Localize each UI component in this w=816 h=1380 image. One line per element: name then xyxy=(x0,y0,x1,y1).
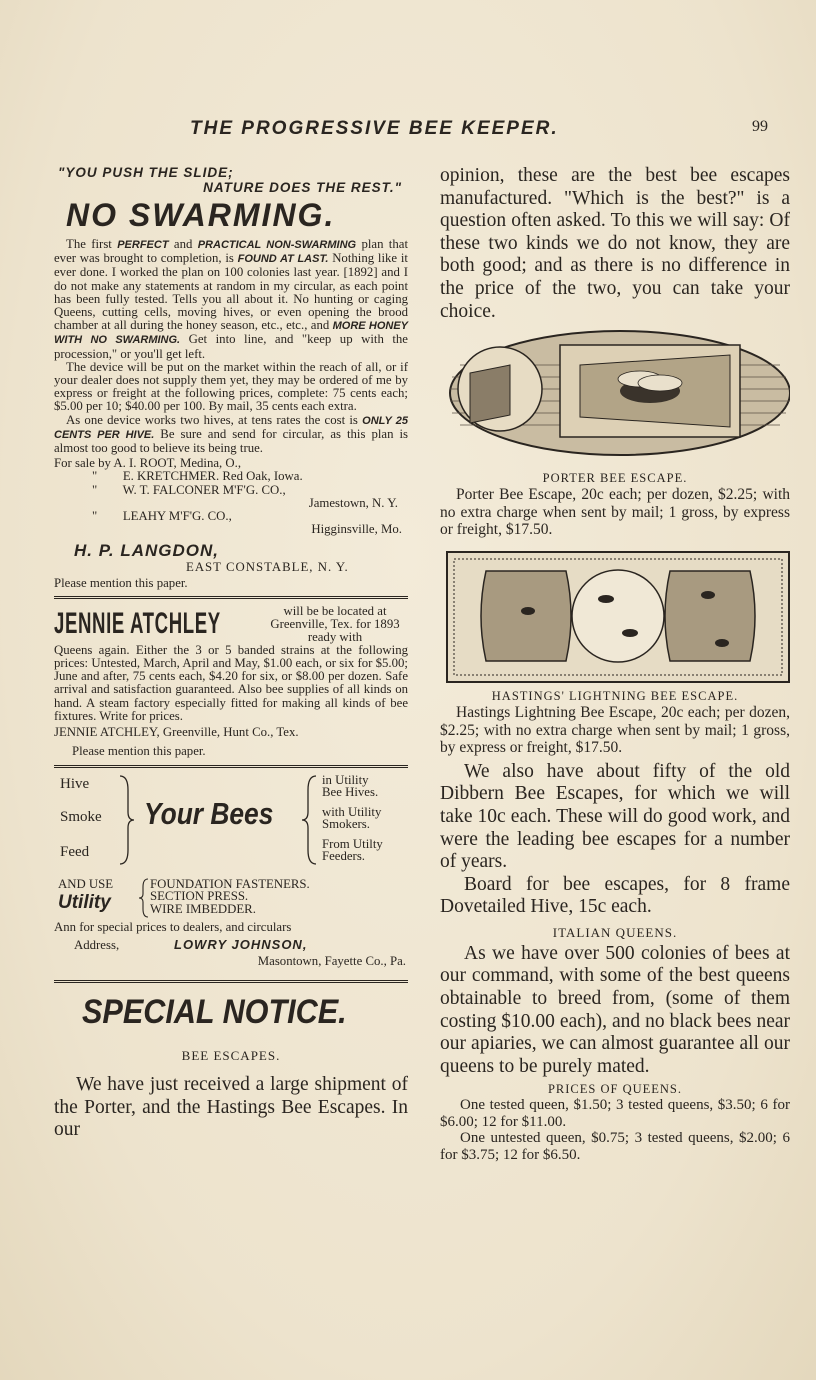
sale-line-1: For sale by A. I. ROOT, Medina, O., xyxy=(54,456,242,471)
prices-of-queens-subhead: PRICES OF QUEENS. xyxy=(547,1082,683,1097)
bee-escapes-intro: We have just received a large shipment of the Porter, and the Hastings Bee Escapes. In our xyxy=(54,1074,408,1141)
running-header xyxy=(0,118,816,144)
no-swarming-headline: NO SWARMING. xyxy=(66,197,336,233)
atchley-mention: Please mention this paper. xyxy=(72,744,206,759)
sale-line-4: Jamestown, N. Y. xyxy=(308,495,398,510)
queen-price-untested: One untested queen, $0.75; 3 tested queens, $2.00; 6 for $3.75; 12 for $6.50. xyxy=(440,1130,790,1163)
right-brace-icon xyxy=(300,774,320,866)
text-run: Get into line, and "keep up with the procession," or you'll get left. xyxy=(54,332,408,361)
sale-line-3: " W. T. FALCONER M'F'G. CO., xyxy=(92,482,286,497)
emphasis-perfect: PERFECT xyxy=(117,239,169,251)
utility-right-1 xyxy=(322,774,378,799)
hastings-prices: Hastings Lightning Bee Escape, 20c each; per dozen, $2.25; with no extra charge when sent by mail; 1 gross, by express or freight, $17.50. xyxy=(440,703,790,757)
address-label: Address, xyxy=(74,937,120,952)
signer-address: EAST CONSTABLE, N. Y. xyxy=(186,560,349,575)
emphasis-more-honey: MORE HONEY WITH NO SWARMING. xyxy=(54,320,408,347)
utility-address-line xyxy=(54,937,408,952)
utility-right-3 xyxy=(322,838,383,863)
mention-note: Please mention this paper. xyxy=(54,575,188,590)
slogan-line-1: "YOU PUSH THE SLIDE; xyxy=(58,165,234,180)
porter-escape-illustration xyxy=(440,325,790,467)
address-place: Masontown, Fayette Co., Pa. xyxy=(257,953,406,968)
swarming-paragraph-3 xyxy=(54,414,408,456)
left-brace-icon xyxy=(116,774,136,866)
porter-caption: PORTER BEE ESCAPE. xyxy=(542,471,688,486)
special-notice-headline: SPECIAL NOTICE. xyxy=(82,993,347,1032)
sale-line-2: " E. KRETCHMER. Red Oak, Iowa. xyxy=(92,469,303,484)
atchley-heading xyxy=(54,605,408,644)
slogan-line-2: NATURE DOES THE REST." xyxy=(203,180,402,195)
text-run: plan that ever was brought to completion, is xyxy=(54,237,408,266)
divider xyxy=(54,765,408,768)
utility-left-hive: Hive xyxy=(60,775,90,792)
queen-price-tested: One tested queen, $1.50; 3 tested queens, $3.50; 6 for $6.00; 12 for $11.00. xyxy=(440,1097,790,1130)
text-run: FOUNDATION FASTENERS. xyxy=(150,876,310,891)
right-column xyxy=(440,165,790,1163)
emphasis-non-swarming: PRACTICAL NON-SWARMING xyxy=(197,239,357,251)
italian-queens-paragraph: As we have over 500 colonies of bees at our command, with some of the best queens obtainable to breed from, (some of them costing $10.00 each), and no black bees near our apiaries, we can almost guarantee all our queens to be purely mated. xyxy=(440,942,790,1077)
special-notice xyxy=(54,993,408,1142)
text-run: The first xyxy=(66,237,112,251)
text-run: As one device works two hives, at tens rates the cost is xyxy=(66,412,358,427)
divider xyxy=(54,596,408,599)
text-run: WIRE IMBEDDER. xyxy=(150,902,256,917)
atchley-body: Queens again. Either the 3 or 5 banded strains at the following prices: Untested, March, April and May, $1.00 each, or six for $5.00; June and after, 75 cents each, $4.20 for six, or $8.00 per dozen. Safe arrival and satisfaction guaranteed. Also bee supplies of all kinds on hand. A steam factory especially fitted for making all kinds of bee fixtures. Write for prices. xyxy=(54,642,408,723)
text-run: SECTION PRESS. xyxy=(150,889,249,904)
emphasis-found: FOUND AT LAST. xyxy=(237,253,329,266)
hastings-escape-illustration xyxy=(446,551,790,683)
utility-product-list xyxy=(150,878,310,916)
utility-left-feed: Feed xyxy=(60,843,90,860)
hastings-caption: HASTINGS' LIGHTNING BEE ESCAPE. xyxy=(491,688,739,703)
text-run: in Utility xyxy=(322,772,369,787)
utility-ad xyxy=(54,774,408,878)
swarming-ad xyxy=(54,165,408,590)
dibbern-paragraph: We also have about fifty of the old Dibbern Bee Escapes, for which we will take 10c each. These will do good work, and were the leading bee escapes for a number of years. xyxy=(440,760,790,873)
italian-queens-subhead: ITALIAN QUEENS. xyxy=(552,924,678,940)
text-run: Smokers. xyxy=(322,817,370,832)
utility-left-smoke: Smoke xyxy=(60,808,102,825)
atchley-name: JENNIE ATCHLEY xyxy=(54,606,221,640)
product-brace-icon xyxy=(138,878,150,918)
utility-right-2 xyxy=(322,806,381,831)
text-run: Nothing like it ever done. I worked the plan on 100 colonies last year. [1892] and I do not make any statements at random in my circular, as each point has been fully tested. Tells you all about it. No hunting or caging Queens, cutting cells, moving hives, or even opening the brood chamber at all during the honey season, etc., etc., and xyxy=(54,251,408,333)
porter-prices: Porter Bee Escape, 20c each; per dozen, $2.25; with no extra charge when sent by mail; 1 gross, by express or freight, $17.50. xyxy=(440,486,790,539)
text-run: Feeders. xyxy=(322,849,365,864)
text-run: From Utilty xyxy=(322,836,383,851)
text-run: and xyxy=(173,237,193,251)
emphasis-price: ONLY 25 CENTS PER HIVE. xyxy=(54,414,408,441)
left-column xyxy=(54,165,408,1142)
utility-ann: Ann for special prices to dealers, and circulars xyxy=(54,919,292,934)
sale-line-6: Higginsville, Mo. xyxy=(311,522,402,537)
atchley-ad xyxy=(54,605,408,759)
bee-escapes-subhead: BEE ESCAPES. xyxy=(181,1048,281,1064)
bee-escapes-opinion: opinion, these are the best bee escapes manufactured. "Which is the best?" is a question often asked. To this we will say: Of these two kinds we do not know, they are both good; and as there is no difference in the price of the two, you can take your choice. xyxy=(440,165,790,322)
and-use-label: AND USE xyxy=(58,876,114,891)
address-name: LOWRY JOHNSON, xyxy=(174,936,308,952)
text-run: Bee Hives. xyxy=(322,785,379,800)
journal-title: THE PROGRESSIVE BEE KEEPER. xyxy=(190,118,559,139)
atchley-signature: JENNIE ATCHLEY, Greenville, Hunt Co., Tex. xyxy=(54,725,299,740)
your-bees-title: Your Bees xyxy=(144,795,274,831)
utility-products xyxy=(54,878,408,918)
utility-word: Utility xyxy=(58,891,111,913)
page-number: 99 xyxy=(752,118,768,135)
divider xyxy=(54,980,408,983)
atchley-side-text: will be be located at Greenville, Tex. for 1893 ready with xyxy=(270,603,400,644)
text-run: with Utility xyxy=(322,804,382,819)
swarming-paragraph-1 xyxy=(54,238,408,361)
swarming-paragraph-2: The device will be put on the market within the reach of all, or if your dealer does not supply them yet, they may be ordered of me by express or freight at the following prices, complete: 75 cents each; $5.00 per 10; $40.00 per 100. By mail, 35 cents each extra. xyxy=(54,359,408,414)
text-run: Be sure and send for circular, as this plan is almost too good to believe its being true. xyxy=(54,426,408,456)
sale-line-5: " LEAHY M'F'G. CO., xyxy=(92,509,232,524)
board-paragraph: Board for bee escapes, for 8 frame Dovetailed Hive, 15c each. xyxy=(440,873,790,918)
signer-name: H. P. LANGDON, xyxy=(74,541,219,561)
